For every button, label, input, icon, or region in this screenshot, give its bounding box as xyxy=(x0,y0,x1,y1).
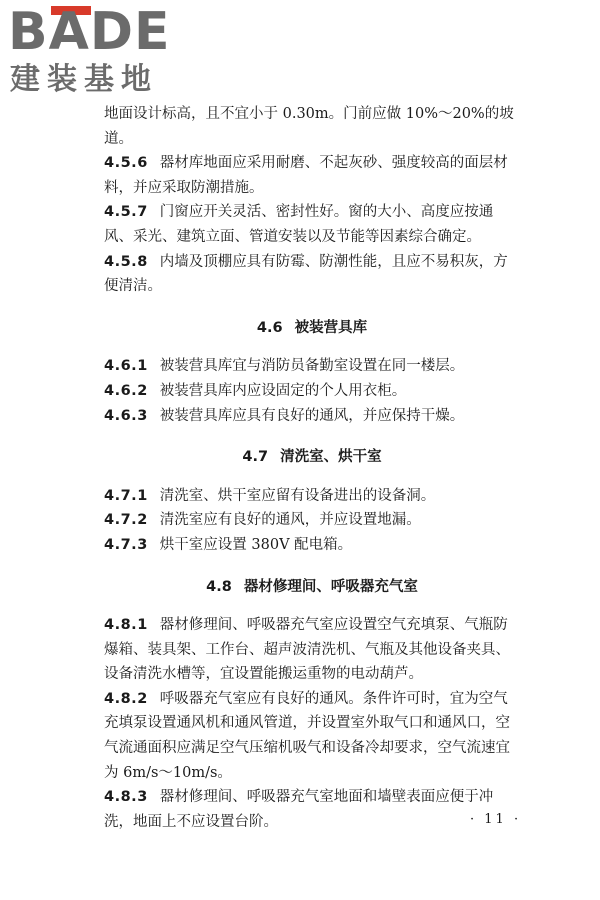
clause-number: 4.7.2 xyxy=(104,512,148,529)
clause-number: 4.7.1 xyxy=(104,487,148,504)
section-title: 器材修理间、呼吸器充气室 xyxy=(243,578,418,595)
page-number: · 11 · xyxy=(470,812,522,827)
clause-4-6-3 xyxy=(104,404,520,429)
clause-number: 4.8.2 xyxy=(104,690,148,707)
section-heading-4-6 xyxy=(104,316,520,341)
clause-4-6-2 xyxy=(104,379,520,404)
section-heading-4-7 xyxy=(104,445,520,470)
clause-number: 4.7.3 xyxy=(104,536,148,553)
clause-4-5-6 xyxy=(104,151,520,200)
clause-number: 4.6.1 xyxy=(104,358,148,375)
clause-text: 被装营具库应具有良好的通风，并应保持干燥。 xyxy=(159,407,465,424)
clause-4-7-2 xyxy=(104,508,520,533)
clause-4-5-7 xyxy=(104,200,520,249)
clause-text: 清洗室、烘干室应留有设备进出的设备洞。 xyxy=(159,487,436,504)
clause-text: 被装营具库内应设固定的个人用衣柜。 xyxy=(159,382,407,399)
section-number: 4.7 xyxy=(242,449,269,466)
section-title: 清洗室、烘干室 xyxy=(280,449,382,466)
clause-text: 器材修理间、呼吸器充气室应设置空气充填泵、气瓶防爆箱、装具架、工作台、超声波清洗机、气瓶及其他设备夹具、设备清洗水槽等，宜设置能搬运重物的电动葫芦。 xyxy=(104,617,510,683)
section-number: 4.6 xyxy=(256,319,283,336)
clause-4-7-1 xyxy=(104,484,520,509)
clause-4-8-3 xyxy=(104,785,520,834)
clause-4-7-3 xyxy=(104,533,520,558)
clause-text: 器材库地面应采用耐磨、不起灰砂、强度较高的面层材料，并应采取防潮措施。 xyxy=(104,155,508,196)
bade-logo xyxy=(8,4,178,96)
clause-text: 内墙及顶棚应具有防霉、防潮性能，且应不易积灰，方便清洁。 xyxy=(104,253,508,295)
clause-4-8-1 xyxy=(104,613,520,687)
clause-number: 4.5.8 xyxy=(104,253,148,270)
section-title: 被装营具库 xyxy=(294,319,368,336)
clause-text: 门窗应开关灵活、密封性好。窗的大小、高度应按通风、采光、建筑立面、管道安装以及节能等因素综合确定。 xyxy=(104,204,494,245)
clause-4-6-1 xyxy=(104,354,520,379)
clause-text: 被装营具库宜与消防员备勤室设置在同一楼层。 xyxy=(159,358,465,375)
section-number: 4.8 xyxy=(206,578,232,595)
clause-text: 清洗室应有良好的通风，并应设置地漏。 xyxy=(159,512,421,529)
clause-text: 器材修理间、呼吸器充气室地面和墙壁表面应便于冲洗，地面上不应设置台阶。 xyxy=(104,789,494,830)
clause-number: 4.5.6 xyxy=(104,155,148,172)
clause-4-5-8 xyxy=(104,250,520,299)
clause-text: 烘干室应设置 380V 配电箱。 xyxy=(159,536,353,553)
intro-paragraph: 地面设计标高，且不宜小于 0.30m。门前应做 10%～20%的坡道。 xyxy=(104,106,514,147)
clause-number: 4.6.3 xyxy=(104,407,148,424)
clause-number: 4.8.3 xyxy=(104,789,148,806)
logo-subtitle: 建装基地 xyxy=(10,62,158,97)
clause-number: 4.5.7 xyxy=(104,204,148,221)
clause-text: 呼吸器充气室应有良好的通风。条件许可时，宜为空气充填泵设置通风机和通风管道，并设置室外取气口和通风口，空气流通面积应满足空气压缩机吸气和设备冷却要求，空气流速宜为 6m/s～10m/s。 xyxy=(104,690,510,781)
document-body xyxy=(104,102,520,834)
logo-wordmark: BADE xyxy=(8,2,171,62)
clause-number: 4.8.1 xyxy=(104,617,148,634)
clause-number: 4.6.2 xyxy=(104,382,148,399)
clause-4-8-2 xyxy=(104,687,520,785)
section-heading-4-8 xyxy=(104,575,520,600)
